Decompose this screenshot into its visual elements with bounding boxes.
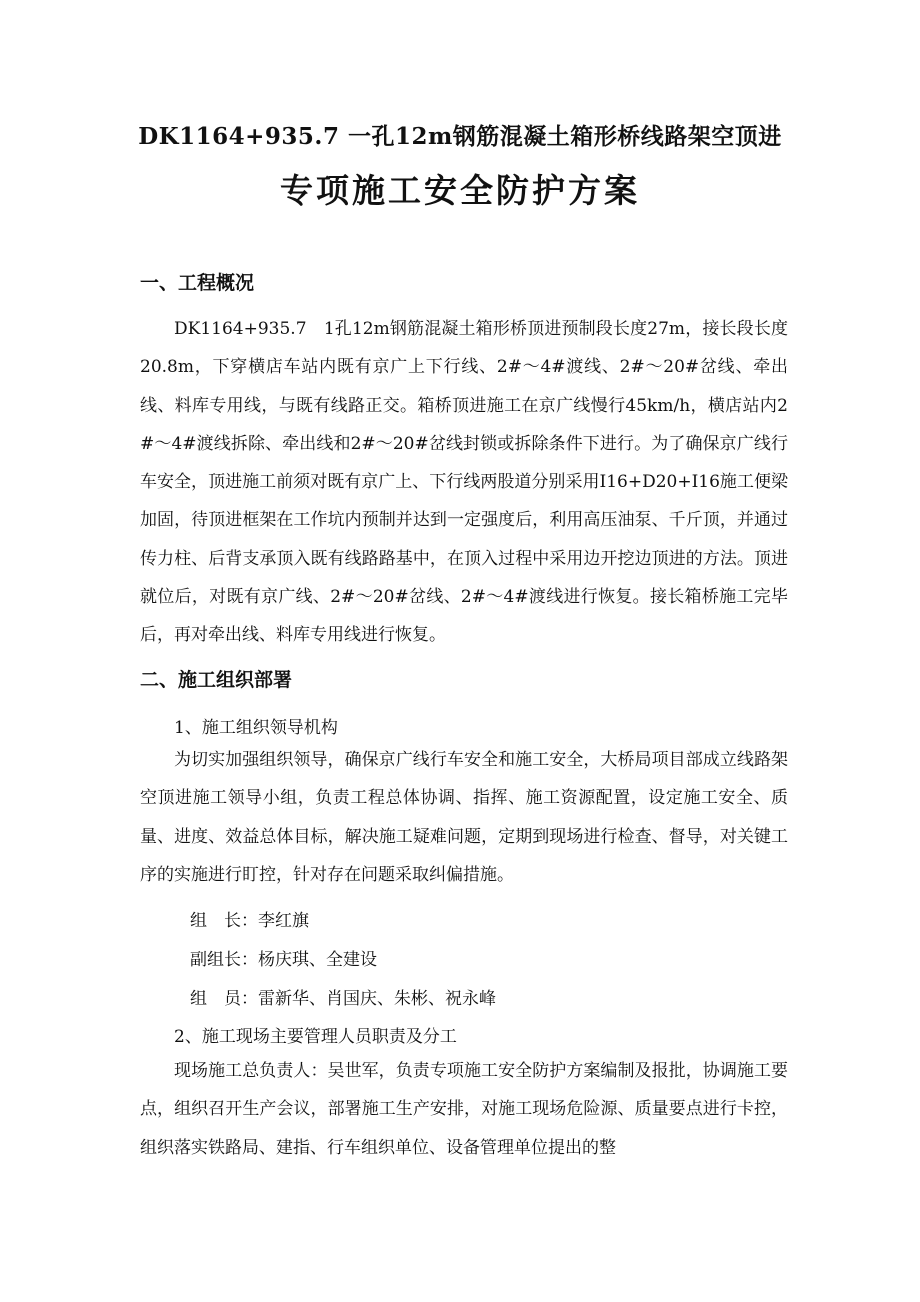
section-1-paragraph: DK1164+935.7 1孔12m钢筋混凝土箱形桥顶进预制段长度27m，接长段长度20.8m，下穿横店车站内既有京广上下行线、2#～4#渡线、2#～20#岔线、牵出线、料库专用线，与既有线路正交。箱桥顶进施工在京广线慢行45km/h，横店站内2#～4#渡线拆除、牵出线和2#～20#岔线封锁或拆除条件下进行。为了确保京广线行车安全，顶进施工前须对既有京广上、下行线两股道分别采用I16+D20+I16施工便梁加固，待顶进框架在工作坑内预制并达到一定强度后，利用高压油泵、千斤顶，并通过传力柱、后背支承顶入既有线路路基中，在顶入过程中采用边开挖边顶进的方法。顶进就位后，对既有京广线、2#～20#岔线、2#～4#渡线进行恢复。接长箱桥施工完毕后，再对牵出线、料库专用线进行恢复。: [140, 319, 788, 646]
document-subtitle: 专项施工安全防护方案: [280, 171, 640, 210]
members-value: 雷新华、肖国庆、朱彬、祝永峰: [258, 989, 496, 1009]
deputy-label: 副组长：: [190, 950, 258, 970]
deputy-value: 杨庆琪、全建设: [258, 950, 377, 970]
section-1-heading: 一、工程概况: [140, 272, 255, 294]
members-label: 组 员：: [190, 989, 258, 1009]
subsection-1-paragraph: 为切实加强组织领导，确保京广线行车安全和施工安全，大桥局项目部成立线路架空顶进施工领导小组，负责工程总体协调、指挥、施工资源配置，设定施工安全、质量、进度、效益总体目标，解决施工疑难问题，定期到现场进行检查、督导，对关键工序的实施进行盯控，针对存在问题采取纠偏措施。: [140, 750, 788, 885]
subsection-2-paragraph: 现场施工总负责人：吴世军，负责专项施工安全防护方案编制及报批，协调施工要点，组织召开生产会议，部署施工生产安排，对施工现场危险源、质量要点进行卡控，组织落实铁路局、建指、行车组织单位、设备管理单位提出的整: [140, 1061, 788, 1158]
deputy-line: [190, 945, 377, 970]
leader-label: 组 长：: [190, 911, 258, 931]
section-2-heading: 二、施工组织部署: [140, 669, 293, 691]
subsection-1-title: 1、施工组织领导机构: [174, 718, 338, 738]
leader-line: [190, 906, 309, 931]
members-line: [190, 984, 496, 1009]
leader-value: 李红旗: [258, 911, 309, 931]
document-title: DK1164+935.7 一孔12m钢筋混凝土箱形桥线路架空顶进: [138, 123, 782, 150]
subsection-2-title: 2、施工现场主要管理人员职责及分工: [174, 1027, 457, 1047]
